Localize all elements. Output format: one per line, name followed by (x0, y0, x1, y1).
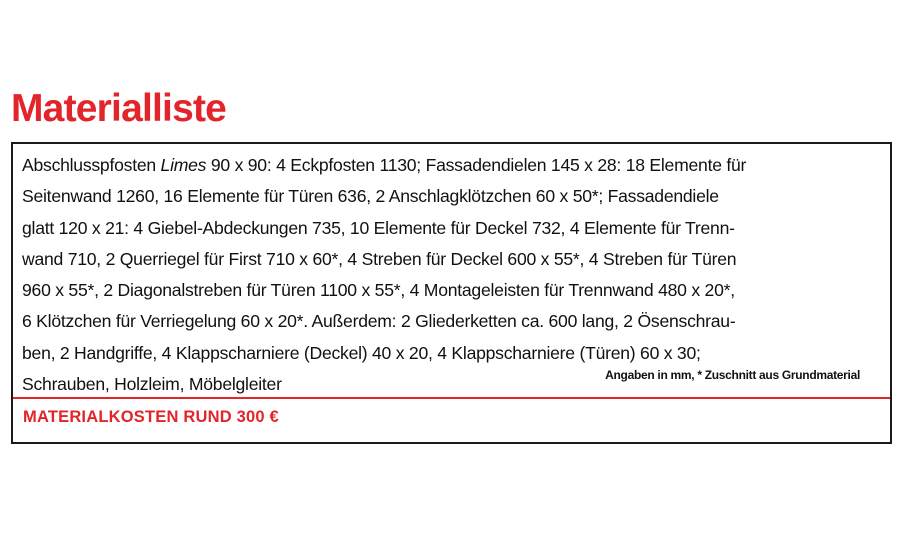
material-line: 6 Klötzchen für Verriegelung 60 x 20*. Außerdem: 2 Gliederketten ca. 600 lang, 2 Ösenschrau- (22, 311, 736, 332)
units-footnote: Angaben in mm, * Zuschnitt aus Grundmaterial (605, 368, 860, 382)
material-line: 960 x 55*, 2 Diagonalstreben für Türen 1100 x 55*, 4 Montageleisten für Trennwand 480 x 20*, (22, 280, 735, 301)
material-line: glatt 120 x 21: 4 Giebel-Abdeckungen 735, 10 Elemente für Deckel 732, 4 Elemente für Trenn- (22, 217, 735, 238)
material-line: wand 710, 2 Querriegel für First 710 x 60*, 4 Streben für Deckel 600 x 55*, 4 Streben für Türen (22, 248, 737, 269)
section-divider (13, 397, 890, 399)
material-line: Schrauben, Holzleim, Möbelgleiter (22, 374, 282, 395)
material-cost-label: MATERIALKOSTEN RUND 300 € (23, 408, 279, 426)
material-list-box (11, 142, 892, 444)
material-line: Abschlusspfosten Limes 90 x 90: 4 Eckpfosten 1130; Fassadendielen 145 x 28: 18 Elemente für (22, 155, 747, 175)
page-title: Materialliste (11, 87, 227, 130)
material-line: ben, 2 Handgriffe, 4 Klappscharniere (Deckel) 40 x 20, 4 Klappscharniere (Türen) 60 x 30; (22, 342, 701, 363)
product-name-italic: Limes (160, 155, 207, 175)
material-description (22, 150, 888, 400)
material-line: Seitenwand 1260, 16 Elemente für Türen 636, 2 Anschlagklötzchen 60 x 50*; Fassadendiele (22, 186, 719, 207)
